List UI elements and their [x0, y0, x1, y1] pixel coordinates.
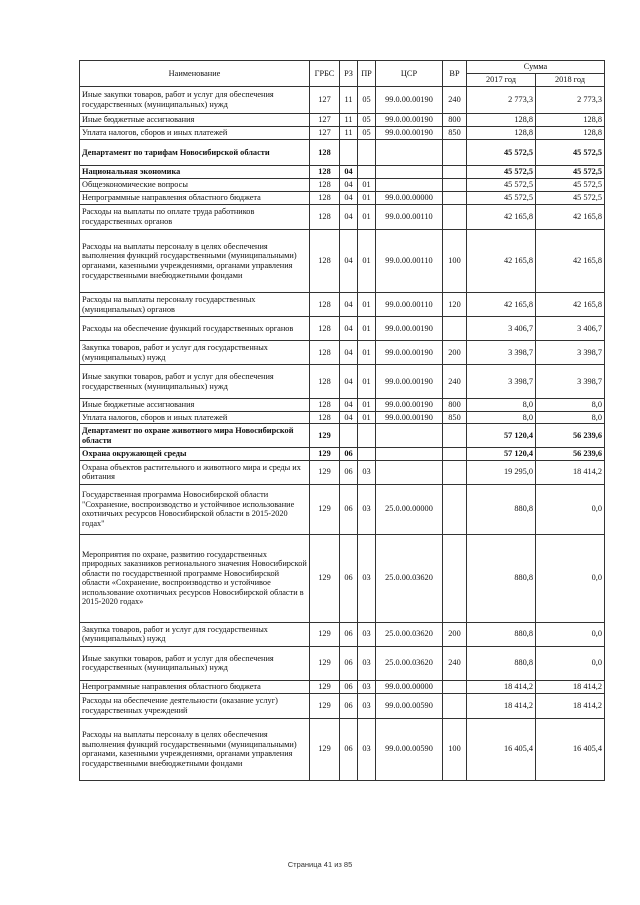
table-row: [80, 484, 605, 534]
table-row: [80, 140, 605, 166]
row-2018-cell: 3 398,7: [536, 365, 605, 399]
row-name-cell: Уплата налогов, сборов и иных платежей: [80, 127, 310, 140]
row-name-cell: Иные закупки товаров, работ и услуг для обеспечения государственных (муниципальных) нужд: [80, 646, 310, 680]
row-rz-cell: 11: [340, 127, 358, 140]
row-vr-cell: 850: [443, 127, 467, 140]
row-csr-cell: 25.0.00.03620: [376, 646, 443, 680]
table-row: [80, 205, 605, 230]
table-row: [80, 460, 605, 484]
row-csr-cell: 99.0.00.00590: [376, 718, 443, 780]
table-row: [80, 622, 605, 646]
row-2018-cell: 0,0: [536, 484, 605, 534]
row-name-cell: Иные бюджетные ассигнования: [80, 114, 310, 127]
row-2017-cell: 18 414,2: [467, 680, 536, 693]
row-rz-cell: 06: [340, 718, 358, 780]
header-rz: РЗ: [340, 61, 358, 87]
table-row: [80, 317, 605, 341]
row-rz-cell: 04: [340, 230, 358, 293]
row-2018-cell: 45 572,5: [536, 140, 605, 166]
row-2017-cell: 2 773,3: [467, 87, 536, 114]
row-grbs-cell: 128: [310, 140, 340, 166]
header-name: Наименование: [80, 61, 310, 87]
row-2017-cell: 3 398,7: [467, 341, 536, 365]
row-vr-cell: [443, 693, 467, 718]
row-name-cell: Непрограммные направления областного бюджета: [80, 680, 310, 693]
table-row: [80, 646, 605, 680]
row-name-cell: Департамент по тарифам Новосибирской области: [80, 140, 310, 166]
row-vr-cell: 800: [443, 114, 467, 127]
row-grbs-cell: 128: [310, 317, 340, 341]
row-grbs-cell: 127: [310, 114, 340, 127]
row-rz-cell: 11: [340, 87, 358, 114]
row-grbs-cell: 129: [310, 484, 340, 534]
row-rz-cell: 06: [340, 680, 358, 693]
row-2017-cell: 18 414,2: [467, 693, 536, 718]
row-2017-cell: 880,8: [467, 622, 536, 646]
row-2018-cell: 3 406,7: [536, 317, 605, 341]
row-rz-cell: 04: [340, 365, 358, 399]
row-2017-cell: 880,8: [467, 484, 536, 534]
row-pr-cell: 05: [358, 87, 376, 114]
row-csr-cell: [376, 179, 443, 192]
row-2017-cell: 8,0: [467, 399, 536, 412]
row-2018-cell: 56 239,6: [536, 448, 605, 461]
row-csr-cell: 25.0.00.03620: [376, 534, 443, 622]
row-csr-cell: 99.0.00.00190: [376, 87, 443, 114]
row-rz-cell: 06: [340, 448, 358, 461]
row-rz-cell: 06: [340, 534, 358, 622]
row-grbs-cell: 129: [310, 424, 340, 448]
row-pr-cell: 03: [358, 622, 376, 646]
row-grbs-cell: 127: [310, 127, 340, 140]
row-vr-cell: [443, 179, 467, 192]
table-row: [80, 179, 605, 192]
row-csr-cell: 25.0.00.03620: [376, 622, 443, 646]
row-rz-cell: [340, 140, 358, 166]
row-csr-cell: 99.0.00.00190: [376, 317, 443, 341]
table-row: [80, 127, 605, 140]
row-name-cell: Расходы на выплаты персоналу государственных (муниципальных) органов: [80, 293, 310, 317]
header-grbs: ГРБС: [310, 61, 340, 87]
row-rz-cell: 04: [340, 317, 358, 341]
row-pr-cell: 03: [358, 646, 376, 680]
row-grbs-cell: 129: [310, 448, 340, 461]
row-pr-cell: [358, 166, 376, 179]
row-vr-cell: [443, 166, 467, 179]
row-rz-cell: 04: [340, 179, 358, 192]
row-2017-cell: 3 406,7: [467, 317, 536, 341]
row-rz-cell: 04: [340, 399, 358, 412]
row-vr-cell: 100: [443, 230, 467, 293]
row-name-cell: Уплата налогов, сборов и иных платежей: [80, 411, 310, 424]
row-2018-cell: 128,8: [536, 127, 605, 140]
row-pr-cell: 05: [358, 127, 376, 140]
row-grbs-cell: 128: [310, 166, 340, 179]
row-csr-cell: 99.0.00.00190: [376, 341, 443, 365]
row-csr-cell: 99.0.00.00110: [376, 293, 443, 317]
row-2018-cell: 56 239,6: [536, 424, 605, 448]
row-name-cell: Департамент по охране животного мира Новосибирской области: [80, 424, 310, 448]
row-rz-cell: 06: [340, 622, 358, 646]
row-grbs-cell: 129: [310, 718, 340, 780]
table-row: [80, 230, 605, 293]
row-pr-cell: 01: [358, 365, 376, 399]
row-vr-cell: [443, 424, 467, 448]
row-vr-cell: 240: [443, 365, 467, 399]
row-2018-cell: 42 165,8: [536, 230, 605, 293]
row-csr-cell: 99.0.00.00110: [376, 205, 443, 230]
row-csr-cell: [376, 140, 443, 166]
header-sum: Сумма: [467, 61, 605, 74]
row-vr-cell: 800: [443, 399, 467, 412]
row-grbs-cell: 128: [310, 205, 340, 230]
row-2018-cell: 42 165,8: [536, 205, 605, 230]
row-rz-cell: 04: [340, 411, 358, 424]
row-pr-cell: 03: [358, 484, 376, 534]
table-row: [80, 192, 605, 205]
header-2017: 2017 год: [467, 74, 536, 87]
row-name-cell: Расходы на выплаты персоналу в целях обеспечения выполнения функций государственными (муниципальными) органами, казенными учреждениями, органами управления государственными внебюджетными фондами: [80, 230, 310, 293]
row-name-cell: Иные закупки товаров, работ и услуг для обеспечения государственных (муниципальных) нужд: [80, 365, 310, 399]
table-row: [80, 718, 605, 780]
header-pr: ПР: [358, 61, 376, 87]
row-grbs-cell: 128: [310, 230, 340, 293]
row-name-cell: Общеэкономические вопросы: [80, 179, 310, 192]
table-row: [80, 693, 605, 718]
row-rz-cell: 06: [340, 646, 358, 680]
row-2017-cell: 57 120,4: [467, 448, 536, 461]
row-name-cell: Иные бюджетные ассигнования: [80, 399, 310, 412]
row-csr-cell: [376, 448, 443, 461]
row-2017-cell: 45 572,5: [467, 192, 536, 205]
table-row: [80, 166, 605, 179]
row-pr-cell: 01: [358, 205, 376, 230]
row-2018-cell: 0,0: [536, 534, 605, 622]
row-2018-cell: 3 398,7: [536, 341, 605, 365]
row-vr-cell: [443, 484, 467, 534]
row-csr-cell: 99.0.00.00190: [376, 411, 443, 424]
row-2017-cell: 45 572,5: [467, 166, 536, 179]
table-row: [80, 114, 605, 127]
row-2018-cell: 2 773,3: [536, 87, 605, 114]
row-2018-cell: 8,0: [536, 411, 605, 424]
row-pr-cell: 01: [358, 179, 376, 192]
row-name-cell: Охрана объектов растительного и животного мира и среды их обитания: [80, 460, 310, 484]
row-csr-cell: [376, 166, 443, 179]
row-csr-cell: 99.0.00.00000: [376, 680, 443, 693]
row-vr-cell: [443, 680, 467, 693]
row-2017-cell: 42 165,8: [467, 205, 536, 230]
row-vr-cell: 240: [443, 646, 467, 680]
table-body: [80, 87, 605, 781]
row-2018-cell: 18 414,2: [536, 460, 605, 484]
row-vr-cell: 200: [443, 341, 467, 365]
row-name-cell: Закупка товаров, работ и услуг для государственных (муниципальных) нужд: [80, 622, 310, 646]
row-2018-cell: 16 405,4: [536, 718, 605, 780]
row-2017-cell: 19 295,0: [467, 460, 536, 484]
row-2017-cell: 128,8: [467, 114, 536, 127]
row-grbs-cell: 129: [310, 646, 340, 680]
row-grbs-cell: 128: [310, 411, 340, 424]
row-2017-cell: 45 572,5: [467, 179, 536, 192]
row-name-cell: Мероприятия по охране, развитию государственных природных заказников регионального значения Новосибирской области по государственной программе Новосибирской области «Сохранение, воспроизводство и устойчивое использование охотничьих ресурсов Новосибирской области в 2015-2020 годах»: [80, 534, 310, 622]
row-name-cell: Расходы на обеспечение функций государственных органов: [80, 317, 310, 341]
row-grbs-cell: 128: [310, 365, 340, 399]
header-2018: 2018 год: [536, 74, 605, 87]
row-2018-cell: 0,0: [536, 646, 605, 680]
row-2017-cell: 57 120,4: [467, 424, 536, 448]
row-2018-cell: 18 414,2: [536, 693, 605, 718]
row-2018-cell: 18 414,2: [536, 680, 605, 693]
row-vr-cell: [443, 205, 467, 230]
row-2017-cell: 42 165,8: [467, 230, 536, 293]
header-row-1: [80, 61, 605, 74]
row-rz-cell: 04: [340, 192, 358, 205]
row-pr-cell: 01: [358, 230, 376, 293]
row-2017-cell: 3 398,7: [467, 365, 536, 399]
header-csr: ЦСР: [376, 61, 443, 87]
row-rz-cell: 06: [340, 693, 358, 718]
row-grbs-cell: 127: [310, 87, 340, 114]
row-rz-cell: 06: [340, 484, 358, 534]
row-rz-cell: 04: [340, 205, 358, 230]
row-grbs-cell: 128: [310, 293, 340, 317]
row-2018-cell: 45 572,5: [536, 179, 605, 192]
row-vr-cell: 850: [443, 411, 467, 424]
row-pr-cell: 03: [358, 460, 376, 484]
table-row: [80, 448, 605, 461]
budget-table: [79, 60, 605, 781]
row-vr-cell: [443, 317, 467, 341]
row-vr-cell: 100: [443, 718, 467, 780]
row-name-cell: Охрана окружающей среды: [80, 448, 310, 461]
row-name-cell: Иные закупки товаров, работ и услуг для обеспечения государственных (муниципальных) нужд: [80, 87, 310, 114]
row-pr-cell: 01: [358, 192, 376, 205]
row-2018-cell: 45 572,5: [536, 166, 605, 179]
row-vr-cell: [443, 140, 467, 166]
row-pr-cell: 01: [358, 411, 376, 424]
row-csr-cell: 99.0.00.00190: [376, 399, 443, 412]
row-pr-cell: 03: [358, 693, 376, 718]
row-2017-cell: 880,8: [467, 534, 536, 622]
table-row: [80, 293, 605, 317]
page-number: Страница 41 из 85: [287, 860, 353, 869]
row-vr-cell: [443, 534, 467, 622]
row-2017-cell: 42 165,8: [467, 293, 536, 317]
row-csr-cell: 25.0.00.00000: [376, 484, 443, 534]
row-name-cell: Государственная программа Новосибирской области "Сохранение, воспроизводство и устойчивое использование охотничьих ресурсов Новосибирской области в 2015-2020 годах": [80, 484, 310, 534]
table-row: [80, 680, 605, 693]
row-grbs-cell: 129: [310, 622, 340, 646]
row-csr-cell: 99.0.00.00190: [376, 365, 443, 399]
row-2018-cell: 42 165,8: [536, 293, 605, 317]
row-2017-cell: 45 572,5: [467, 140, 536, 166]
row-name-cell: Расходы на обеспечение деятельности (оказание услуг) государственных учреждений: [80, 693, 310, 718]
row-csr-cell: 99.0.00.00000: [376, 192, 443, 205]
row-pr-cell: [358, 424, 376, 448]
row-2018-cell: 128,8: [536, 114, 605, 127]
row-grbs-cell: 128: [310, 179, 340, 192]
row-csr-cell: 99.0.00.00110: [376, 230, 443, 293]
row-grbs-cell: 129: [310, 460, 340, 484]
row-name-cell: Непрограммные направления областного бюджета: [80, 192, 310, 205]
row-grbs-cell: 128: [310, 192, 340, 205]
row-csr-cell: 99.0.00.00590: [376, 693, 443, 718]
row-2017-cell: 16 405,4: [467, 718, 536, 780]
row-grbs-cell: 128: [310, 399, 340, 412]
header-vr: ВР: [443, 61, 467, 87]
row-csr-cell: [376, 424, 443, 448]
row-csr-cell: [376, 460, 443, 484]
table-row: [80, 424, 605, 448]
row-vr-cell: 200: [443, 622, 467, 646]
row-rz-cell: 11: [340, 114, 358, 127]
row-pr-cell: [358, 140, 376, 166]
table-row: [80, 365, 605, 399]
row-2018-cell: 0,0: [536, 622, 605, 646]
row-vr-cell: 120: [443, 293, 467, 317]
row-pr-cell: 03: [358, 680, 376, 693]
table-row: [80, 399, 605, 412]
row-rz-cell: 04: [340, 293, 358, 317]
row-vr-cell: 240: [443, 87, 467, 114]
row-2017-cell: 128,8: [467, 127, 536, 140]
row-rz-cell: 06: [340, 460, 358, 484]
row-name-cell: Расходы на выплаты персоналу в целях обеспечения выполнения функций государственными (муниципальными) органами, казенными учреждениями, органами управления государственными внебюджетными фондами: [80, 718, 310, 780]
row-2018-cell: 45 572,5: [536, 192, 605, 205]
budget-page: [79, 60, 604, 781]
table-row: [80, 341, 605, 365]
row-pr-cell: 01: [358, 341, 376, 365]
row-vr-cell: [443, 448, 467, 461]
row-pr-cell: 03: [358, 534, 376, 622]
row-grbs-cell: 128: [310, 341, 340, 365]
row-pr-cell: 01: [358, 293, 376, 317]
row-vr-cell: [443, 192, 467, 205]
row-name-cell: Закупка товаров, работ и услуг для государственных (муниципальных) нужд: [80, 341, 310, 365]
row-2017-cell: 880,8: [467, 646, 536, 680]
row-grbs-cell: 129: [310, 534, 340, 622]
row-grbs-cell: 129: [310, 693, 340, 718]
table-row: [80, 87, 605, 114]
row-pr-cell: 03: [358, 718, 376, 780]
row-name-cell: Расходы на выплаты по оплате труда работников государственных органов: [80, 205, 310, 230]
row-2017-cell: 8,0: [467, 411, 536, 424]
row-rz-cell: 04: [340, 341, 358, 365]
row-2018-cell: 8,0: [536, 399, 605, 412]
row-pr-cell: [358, 448, 376, 461]
row-pr-cell: 01: [358, 317, 376, 341]
table-row: [80, 411, 605, 424]
table-row: [80, 534, 605, 622]
row-pr-cell: 01: [358, 399, 376, 412]
row-rz-cell: 04: [340, 166, 358, 179]
row-csr-cell: 99.0.00.00190: [376, 114, 443, 127]
row-rz-cell: [340, 424, 358, 448]
row-pr-cell: 05: [358, 114, 376, 127]
row-name-cell: Национальная экономика: [80, 166, 310, 179]
row-csr-cell: 99.0.00.00190: [376, 127, 443, 140]
row-vr-cell: [443, 460, 467, 484]
row-grbs-cell: 129: [310, 680, 340, 693]
